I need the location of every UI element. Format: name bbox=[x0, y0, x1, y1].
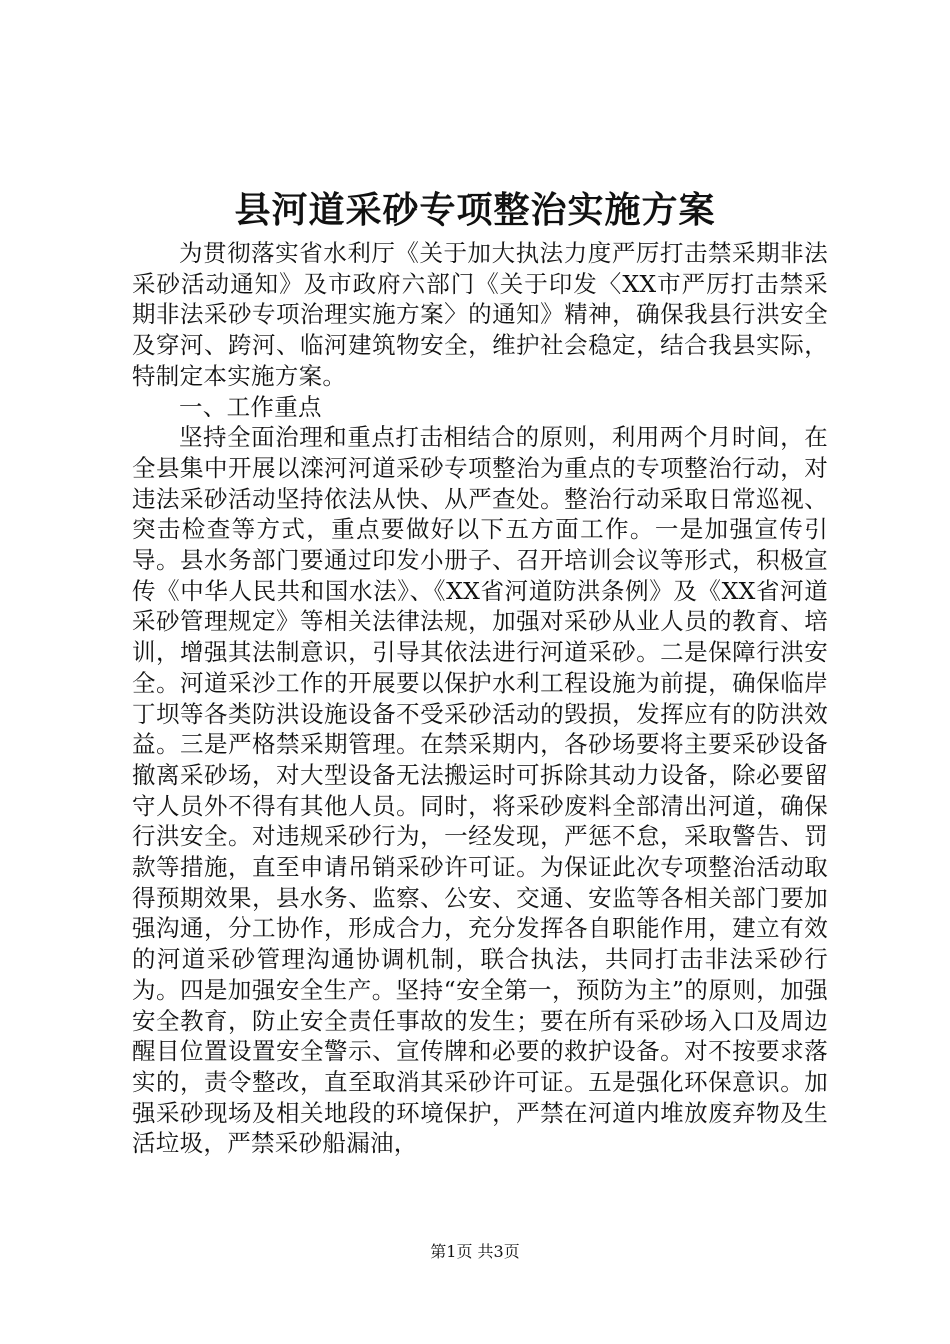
section-heading: 一、工作重点 bbox=[179, 392, 322, 421]
document-title: 县河道采砂专项整治实施方案 bbox=[234, 189, 716, 231]
body-paragraph: 坚持全面治理和重点打击相结合的原则，利用两个月时间，在全县集中开展以滦河河道采砂专项整治为重点的专项整治行动，对违法采砂活动坚持依法从快、从严查处。整治行动采取日常巡视、突击检查等方式，重点要做好以下五方面工作。一是加强宣传引导。县水务部门要通过印发小册子、召开培训会议等形式，积极宣传《中华人民共和国水法》、《XX省河道防洪条例》及《XX省河道采砂管理规定》等相关法律法规，加强对采砂从业人员的教育、培训，增强其法制意识，引导其依法进行河道采砂。二是保障行洪安全。河道采沙工作的开展要以保护水利工程设施为前提，确保临岸丁坝等各类防洪设施设备不受采砂活动的毁损，发挥应有的防洪效益。三是严格禁采期管理。在禁采期内，各砂场要将主要采砂设备撤离采砂场，对大型设备无法搬运时可拆除其动力设备，除必要留守人员外不得有其他人员。同时，将采砂废料全部清出河道，确保行洪安全。对违规采砂行为，一经发现，严惩不怠，采取警告、罚款等措施，直至申请吊销采砂许可证。为保证此次专项整治活动取得预期效果，县水务、监察、公安、交通、安监等各相关部门要加强沟通，分工协作，形成合力，充分发挥各自职能作用，建立有效的河道采砂管理沟通协调机制，联合执法，共同打击非法采砂行为。四是加强安全生产。坚持“安全第一，预防为主”的原则，加强安全教育，防止安全责任事故的发生；要在所有采砂场入口及周边醒目位置设置安全警示、宣传牌和必要的救护设备。对不按要求落实的，责令整改，直至取消其采砂许可证。五是强化环保意识。加强采砂现场及相关地段的环境保护，严禁在河道内堆放废弃物及生活垃圾，严禁采砂船漏油， bbox=[132, 423, 828, 1158]
intro-paragraph: 为贯彻落实省水利厅《关于加大执法力度严厉打击禁采期非法采砂活动通知》及市政府六部门《关于印发〈XX市严厉打击禁采期非法采砂专项治理实施方案〉的通知》精神，确保我县行洪安全及穿河、跨河、临河建筑物安全，维护社会稳定，结合我县实际，特制定本实施方案。 bbox=[132, 239, 828, 390]
document-body bbox=[132, 238, 828, 1159]
page-number-footer: 第1页 共3页 bbox=[430, 1242, 520, 1261]
